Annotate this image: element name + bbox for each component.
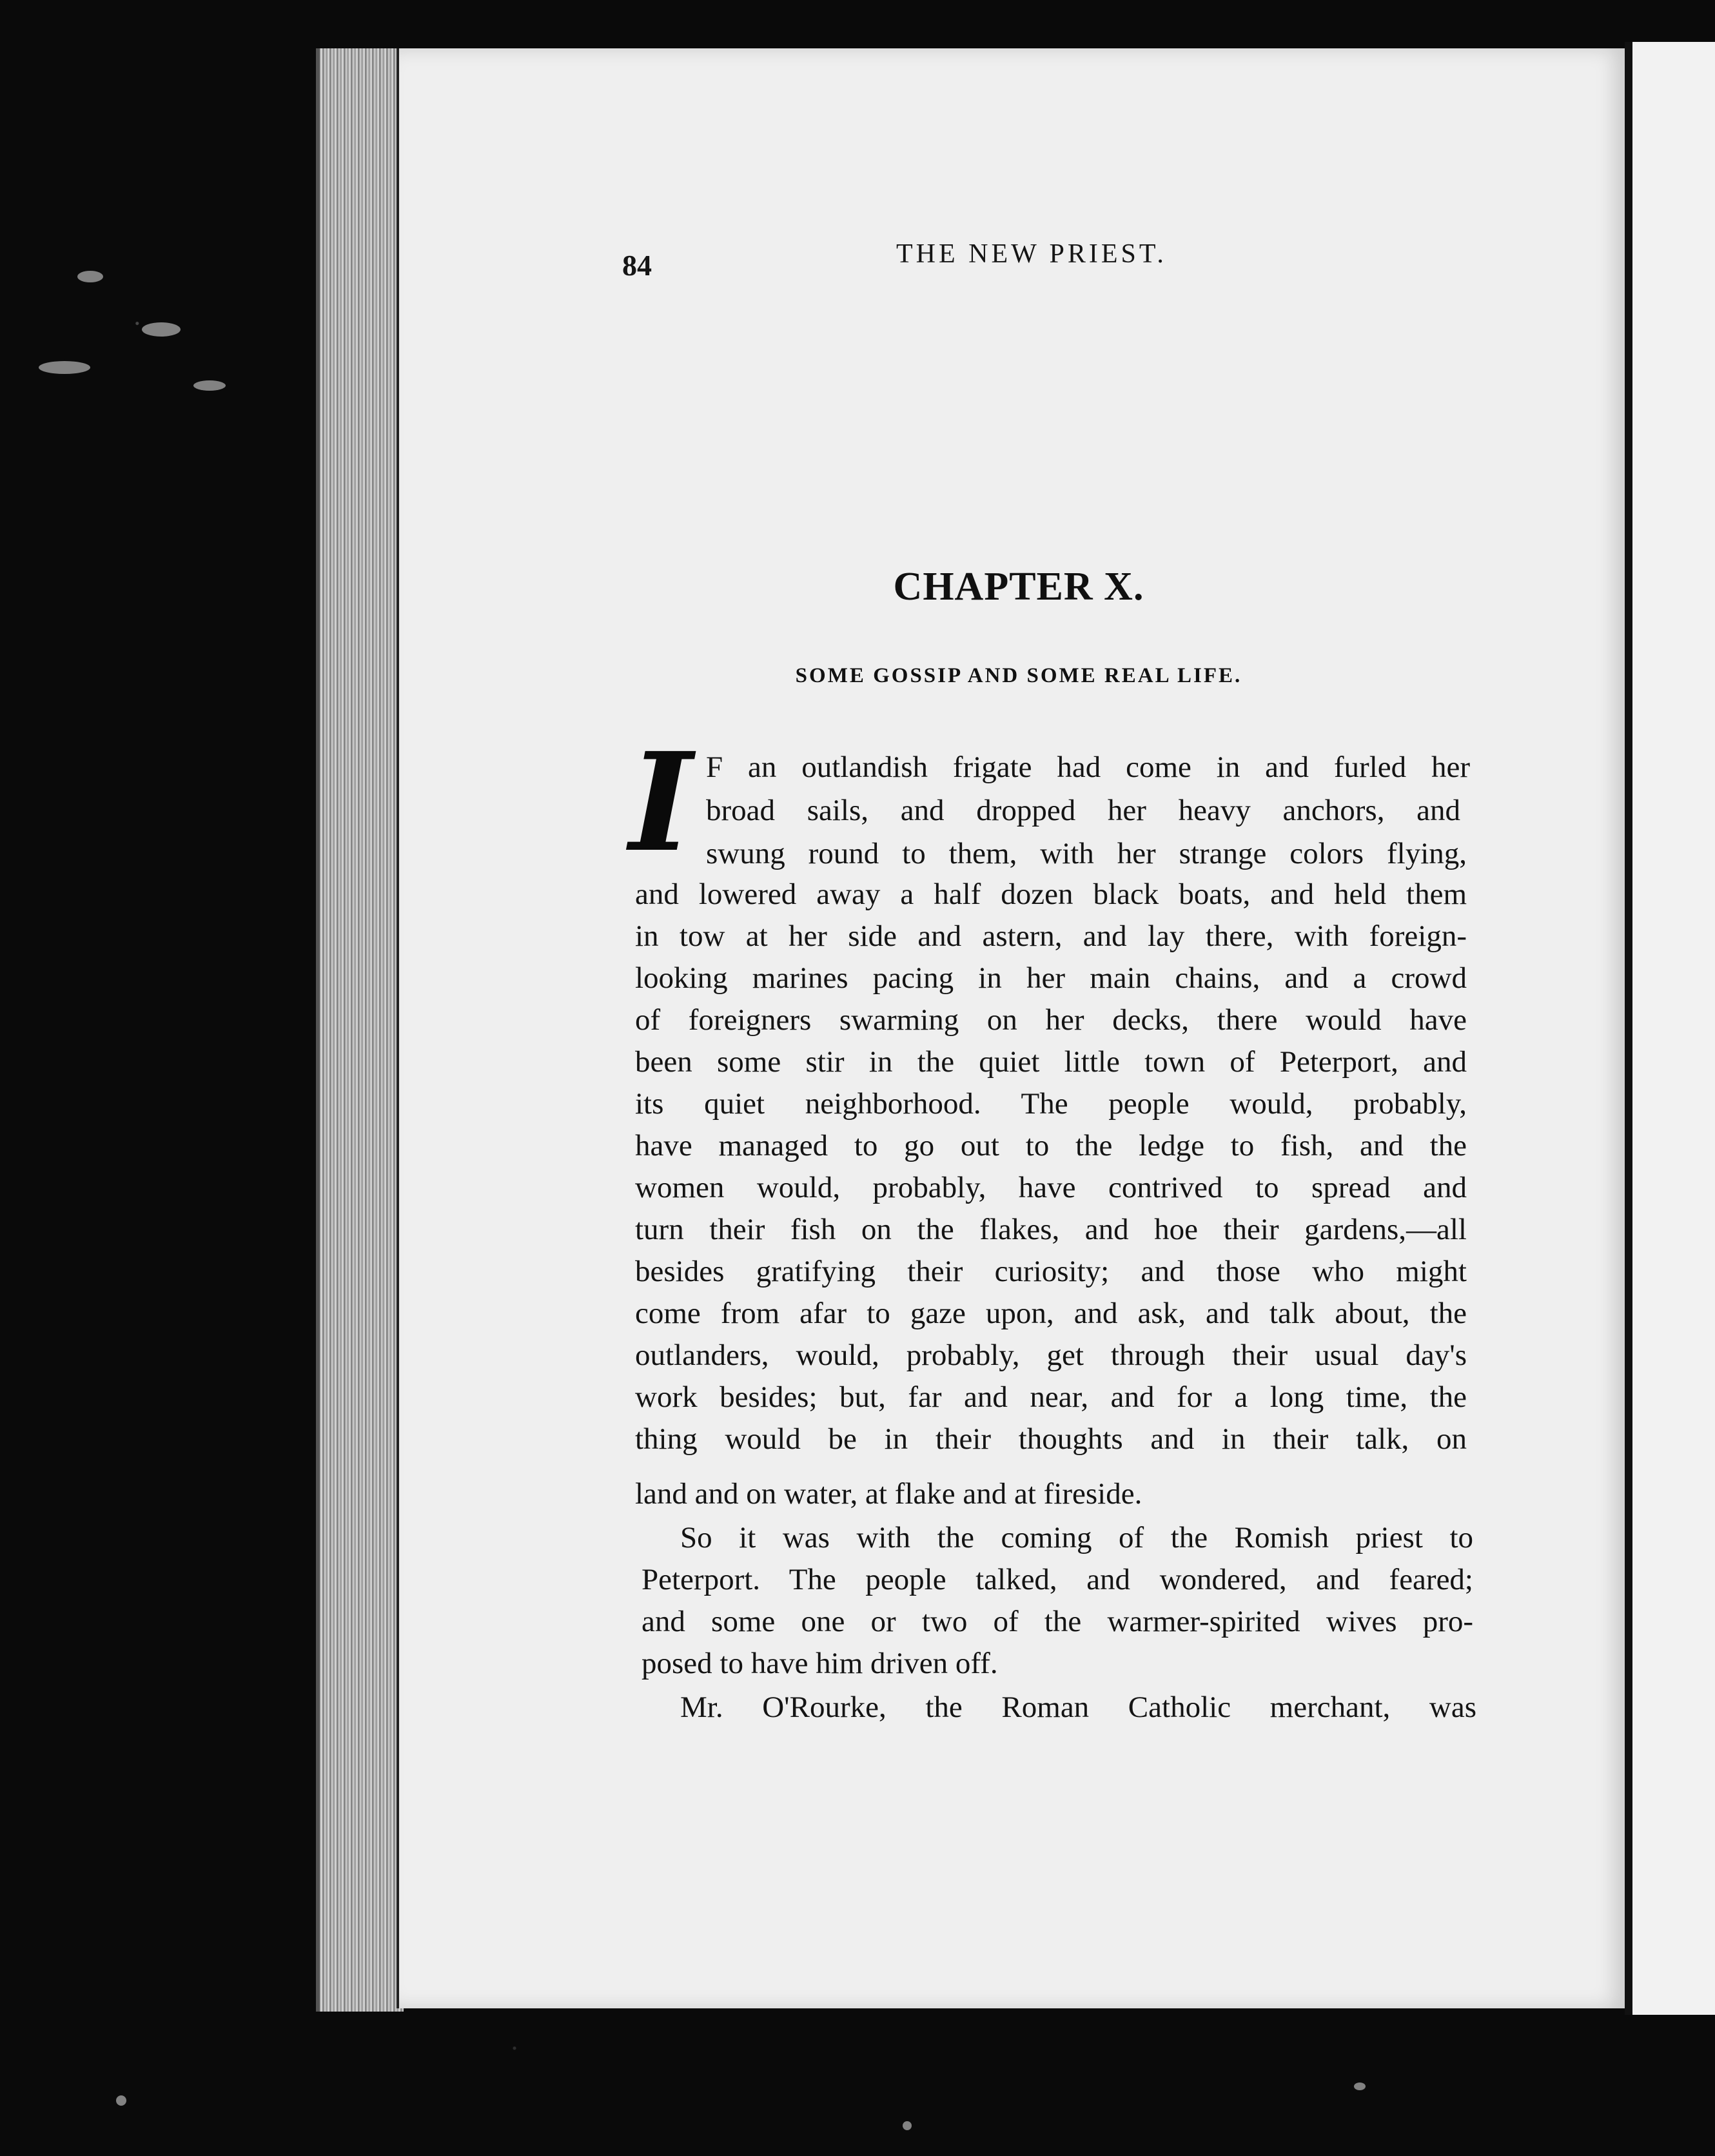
scan-speckle (193, 380, 226, 391)
body-line: and lowered away a half dozen black boats, and held them (635, 877, 1467, 911)
chapter-subtitle: SOME GOSSIP AND SOME REAL LIFE. (795, 664, 1242, 687)
body-line: work besides; but, far and near, and for a long time, the (635, 1380, 1467, 1414)
scan-speckle (77, 271, 103, 282)
body-line: and some one or two of the warmer-spirited wives pro- (642, 1605, 1473, 1638)
scan-speckle (142, 322, 181, 337)
scan-speckle (903, 2121, 912, 2130)
body-line: been some stir in the quiet little town of Peterport, and (635, 1045, 1467, 1079)
body-line: women would, probably, have contrived to spread and (635, 1171, 1467, 1204)
body-line: Peterport. The people talked, and wondered, and feared; (642, 1563, 1473, 1596)
page-number: 84 (622, 249, 652, 282)
next-page-edge (1625, 42, 1715, 2015)
chapter-title: CHAPTER X. (893, 565, 1144, 609)
body-line: Mr. O'Rourke, the Roman Catholic merchant, was (680, 1690, 1476, 1724)
body-line: have managed to go out to the ledge to fish, and the (635, 1129, 1467, 1162)
body-line: come from afar to gaze upon, and ask, and talk about, the (635, 1297, 1467, 1330)
body-line: its quiet neighborhood. The people would, probably, (635, 1087, 1467, 1121)
body-line: in tow at her side and astern, and lay there, with foreign- (635, 919, 1467, 953)
book-page-edges (316, 48, 404, 2012)
body-line: land and on water, at flake and at fireside. (635, 1477, 1142, 1511)
body-line: besides gratifying their curiosity; and those who might (635, 1255, 1467, 1288)
body-line: turn their fish on the flakes, and hoe their gardens,—all (635, 1213, 1467, 1246)
drop-cap: I (629, 723, 693, 882)
body-line: looking marines pacing in her main chains, and a crowd (635, 961, 1467, 995)
body-line: outlanders, would, probably, get through their usual day's (635, 1338, 1467, 1372)
body-line: swung round to them, with her strange colors flying, (706, 837, 1467, 870)
scan-speckle (39, 361, 90, 374)
body-line: of foreigners swarming on her decks, there would have (635, 1003, 1467, 1037)
body-line: F an outlandish frigate had come in and furled her (706, 750, 1470, 784)
body-line: So it was with the coming of the Romish priest to (680, 1521, 1473, 1554)
scan-speckle (1354, 2082, 1366, 2090)
scan-speckle (116, 2095, 126, 2106)
body-line: thing would be in their thoughts and in their talk, on (635, 1422, 1467, 1456)
running-head: THE NEW PRIEST. (896, 239, 1167, 269)
body-line: posed to have him driven off. (642, 1647, 998, 1680)
body-line: broad sails, and dropped her heavy anchors, and (706, 794, 1460, 827)
